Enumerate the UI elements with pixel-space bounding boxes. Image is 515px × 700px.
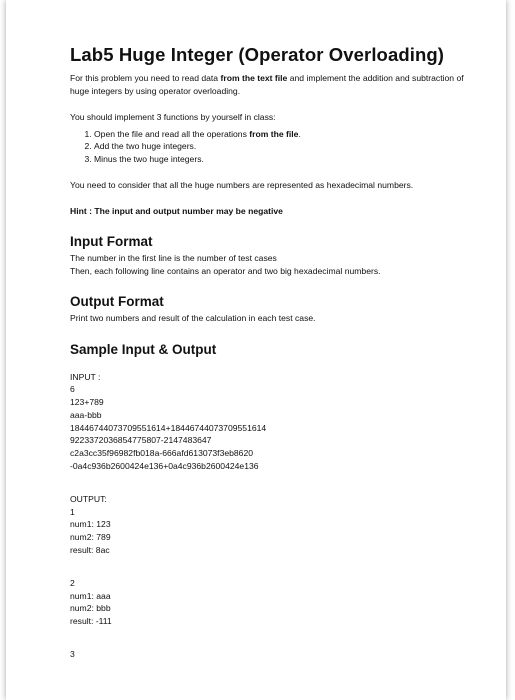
sample-input-label: INPUT : xyxy=(70,371,101,382)
case-line: result: 8ac xyxy=(70,545,110,556)
input-format-heading: Input Format xyxy=(70,234,153,249)
step-text: Add the two huge integers. xyxy=(94,141,197,151)
case-line: num2: bbb xyxy=(70,603,111,614)
sample-section xyxy=(70,342,470,661)
intro-text-end: and implement the addition and subtraction of huge integers by using operator overloading. xyxy=(70,73,464,96)
input-format-line: Then, each following line contains an operator and two big hexadecimal numbers. xyxy=(70,265,381,276)
case-line: 3 xyxy=(70,649,75,660)
note-paragraph: You need to consider that all the huge numbers are represented as hexadecimal numbers. xyxy=(70,180,414,190)
sample-input-line: aaa-bbb xyxy=(70,409,102,420)
intro-paragraph xyxy=(70,72,470,97)
sample-output-block xyxy=(70,493,470,661)
output-format-heading: Output Format xyxy=(70,294,164,309)
intro-text: For this problem you need to read data xyxy=(70,73,221,83)
hint-text: Hint : The input and output number may be negative xyxy=(70,205,283,216)
input-format-section xyxy=(70,234,470,277)
sample-input-line: 6 xyxy=(70,384,75,395)
case-line: num2: 789 xyxy=(70,532,111,543)
document-page xyxy=(6,0,506,700)
sample-input-line: 123+789 xyxy=(70,397,104,408)
sample-input-line: 18446744073709551614+18446744073709551614 xyxy=(70,422,267,433)
case-line: 1 xyxy=(70,506,75,517)
document-content xyxy=(70,44,470,661)
sample-input-line: 9223372036854775807-2147483647 xyxy=(70,435,212,446)
output-format-section xyxy=(70,294,470,325)
output-format-line: Print two numbers and result of the calculation in each test case. xyxy=(70,313,316,323)
step-item xyxy=(94,153,470,166)
case-line: 2 xyxy=(70,577,75,588)
step-item xyxy=(94,140,470,153)
sample-heading: Sample Input & Output xyxy=(70,341,217,357)
case-line: num1: aaa xyxy=(70,590,111,601)
input-format-line: The number in the first line is the number of test cases xyxy=(70,253,277,263)
step-text: Open the file and read all the operations xyxy=(94,128,250,139)
case-line: result: -111 xyxy=(70,616,112,627)
intro-bold: from the text file xyxy=(220,73,288,83)
case-line: num1: 123 xyxy=(70,519,111,530)
step-text: Minus the two huge integers. xyxy=(94,153,204,164)
requirement-text: You should implement 3 functions by yourself in class: xyxy=(70,112,276,122)
sample-output-label: OUTPUT: xyxy=(70,493,107,504)
step-end: . xyxy=(298,128,301,139)
sample-input-line: -0a4c936b2600424e136+0a4c936b2600424e136 xyxy=(70,461,259,472)
step-bold: from the file xyxy=(249,128,299,139)
step-item xyxy=(94,128,470,141)
sample-input-block xyxy=(70,371,470,473)
page-title: Lab5 Huge Integer (Operator Overloading) xyxy=(70,44,445,65)
sample-input-line: c2a3cc35f96982fb018a-666afd613073f3eb8620 xyxy=(70,448,254,459)
steps-list xyxy=(70,128,470,166)
